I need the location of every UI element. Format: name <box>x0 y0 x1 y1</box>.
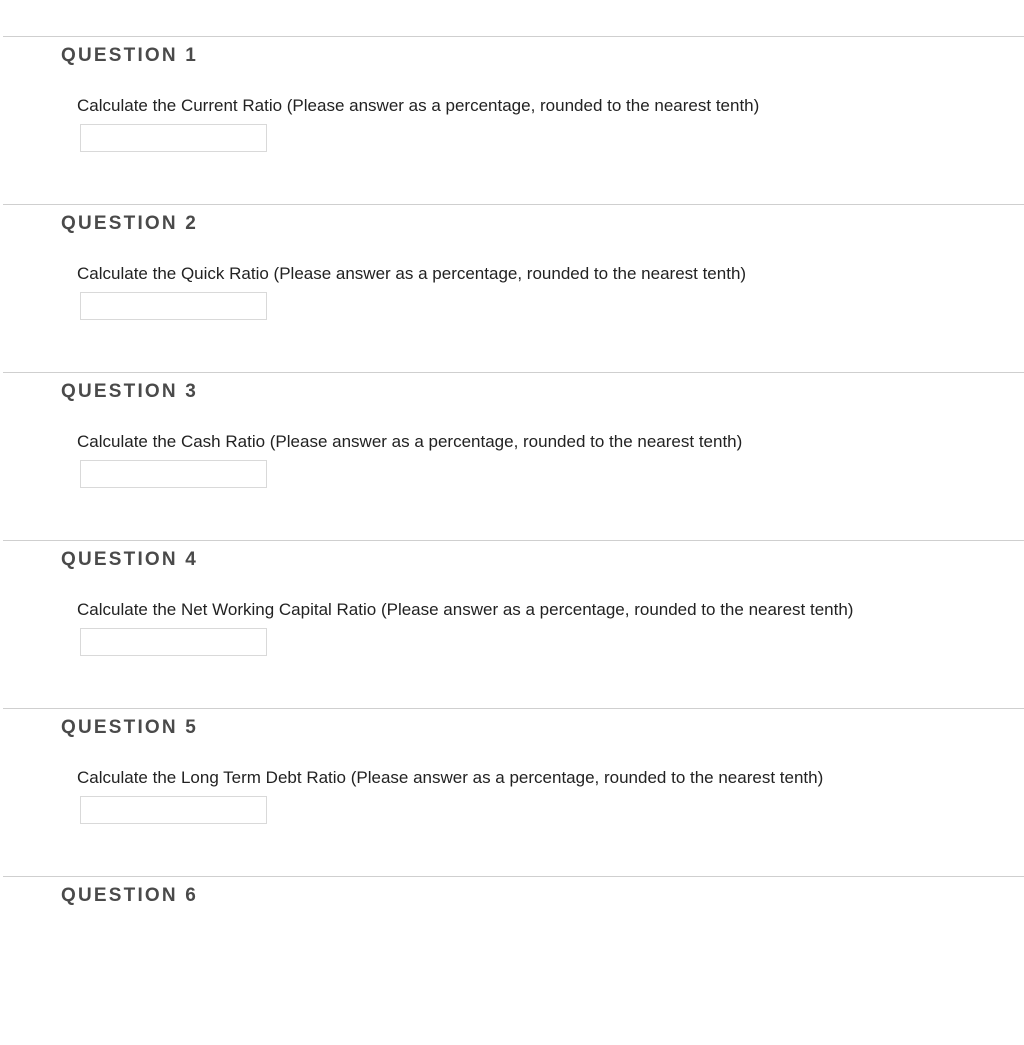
answer-input[interactable] <box>80 796 267 824</box>
question-4 <box>3 540 1024 709</box>
question-1 <box>3 36 1024 205</box>
question-5 <box>3 708 1024 877</box>
answer-input[interactable] <box>80 460 267 488</box>
question-text: Calculate the Cash Ratio (Please answer as a percentage, rounded to the nearest tenth) <box>77 432 743 451</box>
question-2 <box>3 204 1024 373</box>
question-title: QUESTION 5 <box>61 717 199 738</box>
answer-input[interactable] <box>80 124 267 152</box>
question-title: QUESTION 6 <box>61 885 199 906</box>
question-title: QUESTION 4 <box>61 549 199 570</box>
answer-input[interactable] <box>80 628 267 656</box>
answer-input[interactable] <box>80 292 267 320</box>
question-text: Calculate the Long Term Debt Ratio (Please answer as a percentage, rounded to the nearest tenth) <box>77 768 824 787</box>
question-text: Calculate the Net Working Capital Ratio (Please answer as a percentage, rounded to the nearest tenth) <box>77 600 854 619</box>
question-6 <box>3 876 1024 1045</box>
question-text: Calculate the Current Ratio (Please answer as a percentage, rounded to the nearest tenth) <box>77 96 760 115</box>
question-title: QUESTION 1 <box>61 45 199 66</box>
question-3 <box>3 372 1024 541</box>
question-title: QUESTION 3 <box>61 381 199 402</box>
question-text: Calculate the Quick Ratio (Please answer as a percentage, rounded to the nearest tenth) <box>77 264 747 283</box>
question-title: QUESTION 2 <box>61 213 199 234</box>
